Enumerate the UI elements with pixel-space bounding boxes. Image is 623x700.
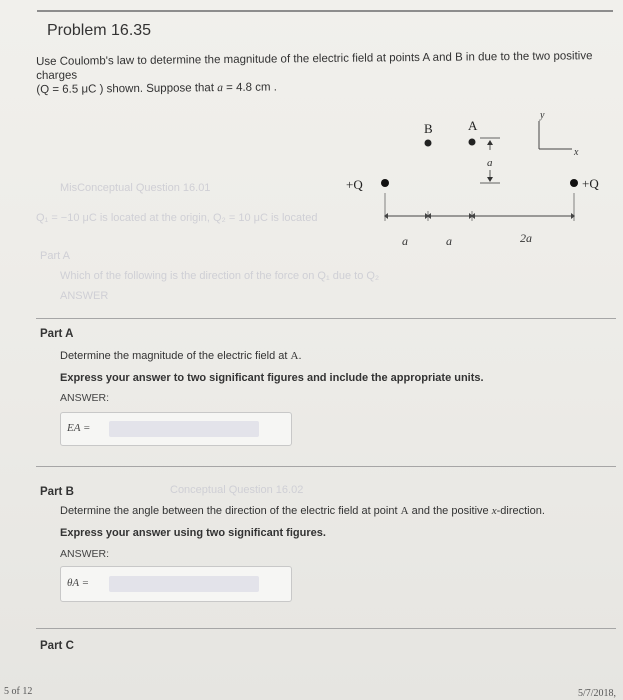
dist-a-1: a [402, 234, 408, 248]
right-charge-label: +Q [582, 176, 599, 191]
page-count: 5 of 12 [4, 686, 33, 697]
part-a-question-point: A [290, 350, 299, 362]
dist-a-2: a [446, 234, 452, 248]
part-a-question-post: . [298, 350, 302, 362]
part-b-instruction: Express your answer using two significant figures. [60, 527, 326, 539]
part-b-question-post: -direction. [496, 505, 545, 517]
part-b-field-label: θA = [67, 577, 90, 589]
point-a-dot [469, 139, 476, 146]
vertical-a-label: a [487, 157, 493, 169]
faded-background-line: Q₁ = −10 μC is located at the origin, Q₂ = 10 μC is located [36, 212, 318, 224]
part-b-answer-box [60, 566, 292, 602]
axis-x-label: x [574, 147, 579, 158]
top-rule [37, 10, 613, 12]
left-charge-dot [381, 179, 389, 187]
part-a-instruction: Express your answer to two significant figures and include the appropriate units. [60, 372, 484, 384]
faded-answer: ANSWER [60, 290, 109, 302]
left-charge-label: +Q [346, 177, 363, 192]
part-a-field-label: EA = [67, 422, 91, 434]
problem-title: Problem 16.35 [47, 22, 152, 39]
section-divider-a [36, 318, 616, 319]
part-a-question-pre: Determine the magnitude of the electric field at [60, 350, 291, 362]
section-divider-b [36, 466, 616, 467]
point-a-label: A [468, 118, 478, 133]
intro-line-2-post: = 4.8 cm . [222, 81, 278, 95]
intro-line-1: Use Coulomb's law to determine the magnitude of the electric field at points A and B in due to the two positive charges [36, 50, 593, 82]
dim-down-arrow [487, 177, 493, 182]
part-b-question-axis: x [491, 505, 497, 517]
part-b-label: Part B [40, 486, 74, 498]
part-b-question-pre: Determine the angle between the direction of the electric field at point [60, 505, 401, 517]
part-b-question-point: A [400, 505, 409, 517]
part-a-answer-input[interactable] [109, 421, 259, 437]
part-b-answer-input[interactable] [109, 576, 259, 592]
axis-y-label: y [540, 110, 545, 121]
part-b-question [60, 505, 545, 517]
part-a-question [60, 350, 302, 362]
charge-diagram [340, 105, 620, 275]
part-c-label: Part C [40, 640, 74, 652]
part-a-label: Part A [40, 328, 74, 340]
faded-which-line: Which of the following is the direction of the force on Q₁ due to Q₂ [60, 270, 380, 282]
point-b-label: B [424, 121, 433, 136]
problem-intro [36, 49, 616, 97]
right-charge-dot [570, 179, 578, 187]
part-a-answer-box [60, 412, 292, 446]
part-a-answer-label: ANSWER: [60, 392, 110, 404]
intro-line-2-pre: (Q = 6.5 μC ) shown. Suppose that [36, 82, 218, 96]
dim-up-arrow [487, 140, 493, 145]
footer-date: 5/7/2018, [578, 688, 617, 699]
faded-part-label: Part A [40, 250, 70, 262]
section-divider-c [36, 628, 616, 629]
part-b-question-mid: and the positive [408, 505, 492, 517]
part-b-answer-label: ANSWER: [60, 548, 110, 560]
dist-2a: 2a [520, 231, 532, 245]
point-b-dot [425, 140, 432, 147]
dim-arrow-6 [571, 213, 575, 219]
faded-conceptual-title-2: Conceptual Question 16.02 [170, 484, 304, 496]
faded-conceptual-title-1: MisConceptual Question 16.01 [60, 182, 211, 194]
intro-a-symbol: a [217, 82, 223, 95]
